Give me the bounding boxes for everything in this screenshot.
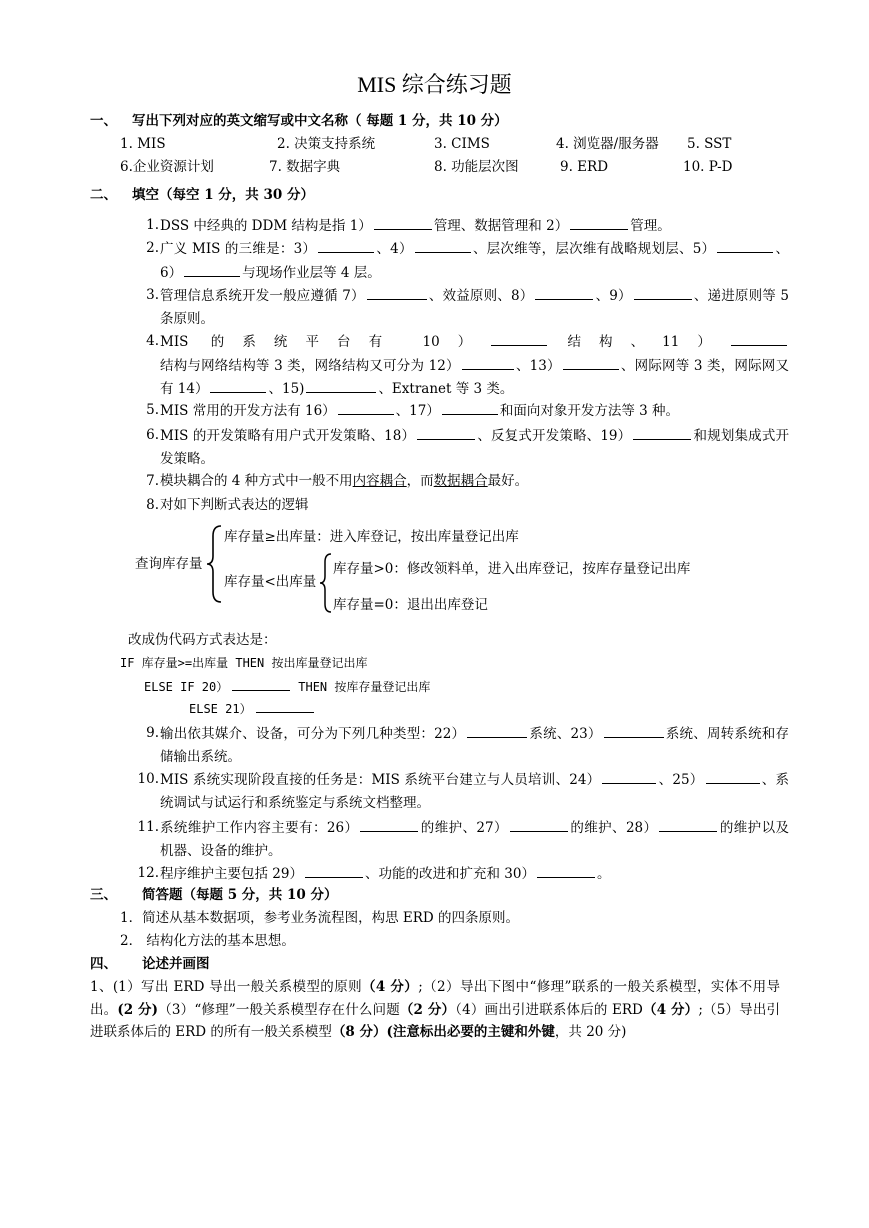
fill-item-10 [129,768,789,814]
section-title: 论述并画图 [142,956,210,972]
item-text: ，而 [406,473,434,489]
section-title: 写出下列对应的英文缩写或中文名称（ 每题 1 分，共 10 分） [132,113,508,129]
underlined-term: 内容耦合 [352,473,407,489]
item-text: MIS 的开发策略有用户式开发策略、18） [160,428,416,444]
item-text: 、网际网等 3 类，网际网又有 14） [160,357,790,397]
term-item: 2. 决策支持系统 [277,136,376,152]
item-text: DSS 中经典的 DDM 结构是指 1） [160,218,372,234]
score-label: （4 分） [642,1001,699,1018]
answer-blank [306,377,376,393]
item-number: 5. [146,402,159,418]
item-text: 。 [596,866,611,882]
diagram-branch-2: 库存量<出库量 [224,574,317,590]
item-text: 、13） [515,357,561,374]
section-4-heading [90,953,210,976]
item-text: 、反复式开发策略、19） [477,428,632,444]
item-text: 和规划集成式开发策略。 [160,428,790,467]
diagram-branch-1: 库存量≥出库量：进入库登记，按出库量登记出库 [224,529,519,545]
term-item: 6.企业资源计划 [120,159,214,175]
answer-blank [633,424,691,440]
item-text: 与现场作业层等 4 层。 [242,264,381,281]
score-label: (2 分) [117,1001,159,1018]
pseudocode-intro: 改成伪代码方式表达是： [128,632,277,648]
fill-item-2 [129,237,789,284]
term-item: 4. 浏览器/服务器 [556,136,659,152]
score-label: （2 分） [399,1001,456,1018]
answer-blank [467,722,527,738]
fill-item-6 [129,424,789,470]
essay-text: ，共 20 分) [554,1024,627,1040]
item-text: 输出依其媒介、设备，可分为下列几种类型：22） [160,726,466,742]
item-text: 管理。 [630,218,671,234]
term-item: 9. ERD [560,159,609,175]
item-number: 10. [137,771,159,787]
short-answer-q1: 1．简述从基本数据项，参考业务流程图，构思 ERD 的四条原则。 [120,910,520,926]
diagram-leaf-2: 库存量=0：退出出库登记 [333,597,488,613]
code-text: THEN 按库存量登记出库 [298,680,431,694]
item-text: 和面向对象开发方法等 3 种。 [499,403,680,419]
item-number: 12. [137,865,159,881]
fill-item-7 [129,470,789,493]
answer-blank [360,816,418,832]
item-text: MIS 系统实现阶段直接的任务是：MIS 系统平台建立与人员培训、24） [160,772,601,788]
item-text: 广义 MIS 的三维是：3） [160,241,317,257]
section-number: 二、 [90,187,117,203]
essay-text: 1、(1）写出 ERD 导出一般关系模型的原则 [90,979,362,995]
item-text: 系统维护工作内容主要有：26） [160,820,359,836]
item-number: 7. [146,473,159,489]
item-text: 结构与网络结构等 3 类，网络结构又可分为 12） [160,357,460,374]
term-row-2 [120,156,820,178]
answer-blank [634,284,692,300]
item-text: 的维护、28） [569,820,658,836]
score-label: （8 分）(注意标出必要的主键和外键 [331,1024,555,1040]
pseudocode-line-2 [144,675,430,699]
item-text: 最好。 [487,473,529,489]
answer-blank [717,237,773,253]
answer-blank [232,675,290,691]
essay-question [90,976,780,1044]
page-title: MIS 综合练习题 [357,72,512,97]
answer-blank [537,862,595,878]
section-1-heading [90,110,508,133]
item-text: 管理、数据管理和 2） [433,218,569,234]
answer-blank [374,214,432,230]
answer-blank [367,284,427,300]
term-item: 3. CIMS [434,136,490,152]
fill-item-12 [129,862,789,886]
answer-blank [731,330,787,346]
fill-item-3 [129,284,789,330]
answer-blank [706,768,760,784]
item-number: 1. [146,217,159,233]
answer-blank [510,816,568,832]
item-text: 、系统调试与试运行和系统鉴定与系统文档整理。 [160,772,789,811]
item-number: 4. [146,333,159,349]
item-text: 、4） [376,241,413,257]
item-text: 、功能的改进和扩充和 30） [364,866,535,882]
fill-item-4 [129,330,789,401]
item-text: 模块耦合的 4 种方式中一般不用 [160,473,353,489]
item-text: 、6） [160,241,790,281]
item-number: 9. [146,725,159,741]
answer-blank [563,354,619,370]
term-row-1 [120,133,820,155]
essay-text: ;（5）导出引进联系体后的 ERD 的所有一般关系模型 [90,1001,780,1040]
answer-blank [338,399,394,415]
answer-blank [462,354,514,370]
item-text: 对如下判断式表达的逻辑 [160,497,309,513]
diagram-root-label: 查询库存量 [135,556,203,572]
term-item: 1. MIS [120,136,166,152]
item-text: 、效益原则、8） [428,288,534,304]
item-text: 、递进原则等 5 条原则。 [160,288,789,327]
left-brace-icon [318,552,334,614]
answer-blank [415,237,471,253]
answer-blank [318,237,374,253]
term-item: 8. 功能层次图 [434,159,519,175]
item-text: 程序维护主要包括 29） [160,866,303,882]
pseudocode-line-1: IF 库存量>=出库量 THEN 按出库量登记出库 [120,656,368,670]
section-3-heading [90,884,337,907]
answer-blank [256,697,314,713]
item-number: 6. [146,427,159,443]
item-number: 2. [146,240,159,256]
answer-blank [184,261,240,277]
fill-item-11 [129,816,789,862]
score-label: （4 分） [362,979,419,995]
answer-blank [602,768,656,784]
pseudocode-line-3 [189,697,316,721]
item-text: 结构、11） [549,334,729,350]
essay-text: ;（2）导出下图中“修理”联系的一般关系模型，实体不用导出。 [90,979,780,1018]
answer-blank [305,862,363,878]
item-text: 、Extranet 等 3 类。 [378,381,514,397]
fill-item-8 [129,494,789,517]
answer-blank [210,377,266,393]
left-brace-icon [205,524,225,604]
term-item: 10. P-D [683,159,733,175]
term-item: 7. 数据字典 [269,159,341,175]
item-text: 、25） [658,772,704,788]
essay-text: （4）画出引进联系体后的 ERD [455,1001,643,1018]
answer-blank [604,722,664,738]
answer-blank [659,816,717,832]
underlined-term: 数据耦合 [433,473,488,489]
answer-blank [442,399,498,415]
item-text: 系统、23） [529,726,602,742]
term-item: 5. SST [687,136,732,152]
essay-text: （3）“修理”一般关系模型存在什么问题 [158,1001,400,1018]
item-text: 、层次维等，层次维有战略规划层、5） [472,241,716,257]
item-text: 、15) [268,381,305,397]
item-text: MIS 的系统平台有 10） [160,334,490,350]
answer-blank [491,330,547,346]
short-answer-q2: 2． 结构化方法的基本思想。 [120,933,295,949]
fill-item-9 [129,722,789,768]
answer-blank [535,284,593,300]
item-text: MIS 常用的开发方法有 16） [160,403,336,419]
item-number: 8. [146,497,159,513]
fill-item-1 [129,214,789,238]
answer-blank [417,424,475,440]
item-text: 的维护以及机器、设备的维护。 [160,820,789,859]
answer-blank [570,214,628,230]
code-text: ELSE 21） [189,702,252,716]
item-text: 的维护、27） [420,820,508,836]
item-text: 管理信息系统开发一般应遵循 7） [160,288,365,304]
section-title: 填空（每空 1 分，共 30 分） [132,187,314,203]
section-title: 简答题（每题 5 分，共 10 分） [142,887,338,903]
item-text: 系统、周转系统和存储输出系统。 [160,726,789,765]
item-text: 、9） [595,288,632,304]
section-number: 三、 [90,887,117,903]
code-text: ELSE IF 20） [144,680,229,694]
diagram-leaf-1: 库存量>0：修改领料单，进入出库登记，按库存量登记出库 [333,561,691,577]
item-text: 、17） [395,403,440,419]
item-number: 3. [146,287,159,303]
section-number: 一、 [90,113,117,129]
section-2-heading [90,184,314,207]
item-number: 11. [137,819,159,835]
fill-item-5 [129,399,789,423]
section-number: 四、 [90,956,117,972]
